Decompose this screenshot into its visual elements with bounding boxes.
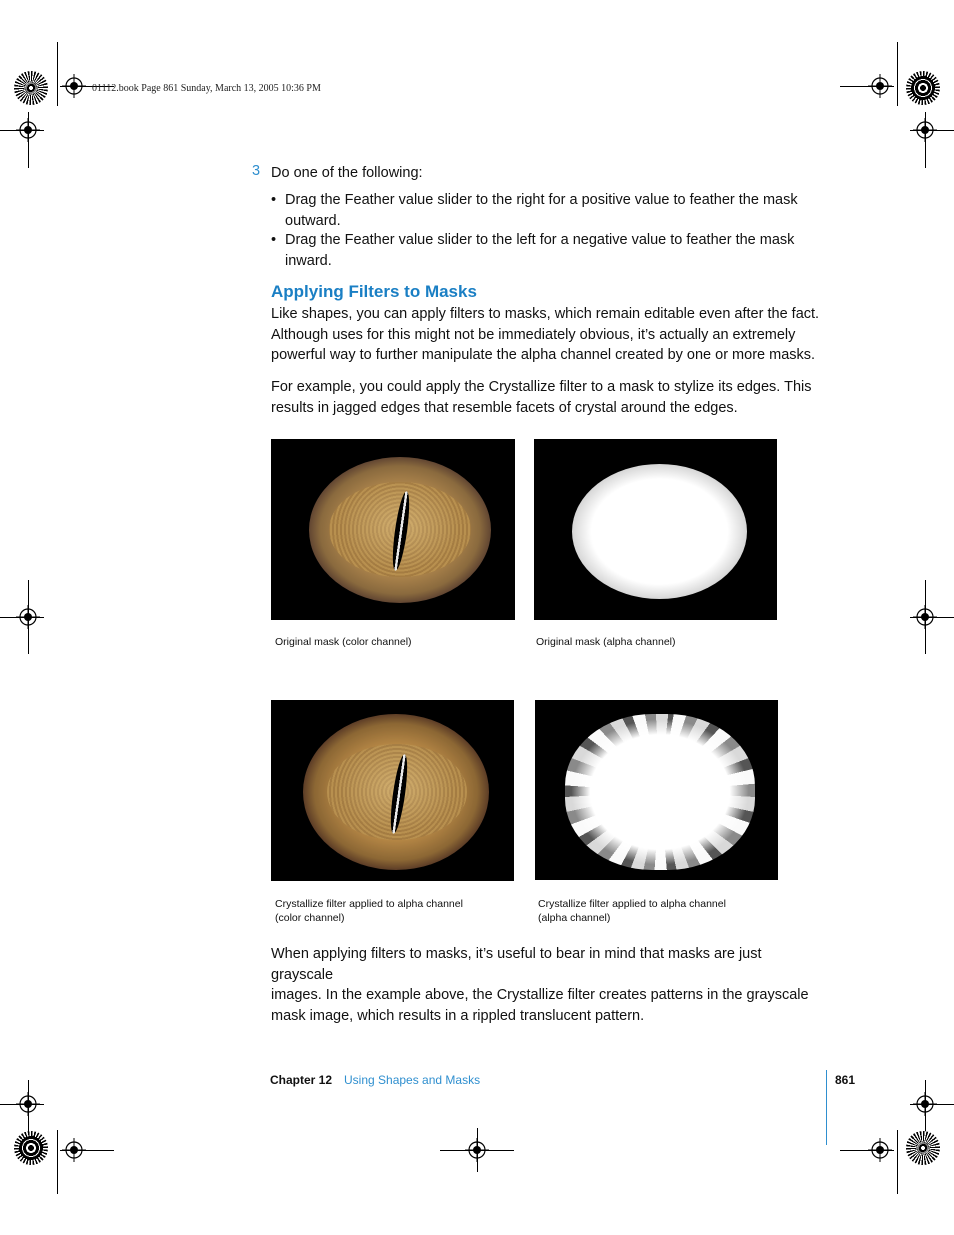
bullet-text-line: Drag the Feather value slider to the left for a negative value to feather the mask — [285, 232, 795, 248]
bullet-symbol: • — [271, 192, 277, 208]
star-target-icon — [14, 71, 48, 105]
registration-target-icon — [913, 118, 937, 142]
crop-mark — [897, 1130, 898, 1194]
bullet-item — [271, 230, 811, 271]
bullet-item — [271, 190, 811, 231]
paragraph — [271, 377, 823, 418]
figure-caption: Original mask (alpha channel) — [536, 636, 676, 648]
paragraph-line: When applying filters to masks, it’s useful to bear in mind that masks are just grayscale — [271, 946, 762, 983]
paragraph-line: powerful way to further manipulate the alpha channel created by one or more masks. — [271, 347, 816, 363]
footer-chapter: Chapter 12 — [270, 1073, 333, 1087]
registration-target-icon — [62, 1138, 86, 1162]
paragraph — [271, 304, 823, 366]
caption-line: Crystallize filter applied to alpha channel — [275, 898, 463, 910]
figure-caption — [538, 897, 726, 925]
registration-target-icon — [868, 74, 892, 98]
figure-crystallize-color — [271, 700, 514, 881]
registration-target-icon — [913, 1092, 937, 1116]
registration-target-icon — [913, 605, 937, 629]
step-text: Do one of the following: — [271, 165, 423, 181]
caption-line: Crystallize filter applied to alpha channel — [538, 898, 726, 910]
bullet-symbol: • — [271, 232, 277, 248]
bullet-text-line: Drag the Feather value slider to the right for a positive value to feather the mask — [285, 192, 798, 208]
paragraph-line: Like shapes, you can apply filters to masks, which remain editable even after the fact. — [271, 306, 820, 322]
step-number: 3 — [252, 163, 261, 179]
bullet-text-line: outward. — [285, 212, 341, 229]
figure-caption — [275, 897, 463, 925]
registration-target-icon — [16, 1092, 40, 1116]
star-target-icon — [906, 1131, 940, 1165]
paragraph-line: results in jagged edges that resemble facets of crystal around the edges. — [271, 399, 738, 416]
figure-crystallize-alpha — [535, 700, 778, 880]
bullet-text-line: inward. — [285, 252, 332, 269]
registration-target-icon — [868, 1138, 892, 1162]
figure-original-mask-alpha — [534, 439, 777, 620]
paragraph — [271, 944, 823, 1026]
crop-mark — [57, 1130, 58, 1194]
page-number: 861 — [835, 1073, 856, 1087]
footer-divider — [826, 1070, 827, 1145]
paragraph-line: Although uses for this might not be immediately obvious, it’s actually an extremely — [271, 326, 796, 343]
star-target-icon — [906, 71, 940, 105]
print-slug: 01112.book Page 861 Sunday, March 13, 2005 10:36 PM — [92, 83, 321, 94]
caption-line: (color channel) — [275, 912, 345, 924]
crystallized-alpha-image — [565, 714, 755, 870]
footer-chapter-title[interactable]: Using Shapes and Masks — [344, 1073, 481, 1087]
registration-target-icon — [465, 1138, 489, 1162]
crop-mark — [897, 42, 898, 106]
registration-target-icon — [16, 118, 40, 142]
registration-target-icon — [62, 74, 86, 98]
star-target-icon — [14, 1131, 48, 1165]
alpha-mask-image — [572, 464, 747, 599]
crop-mark — [57, 42, 58, 106]
paragraph-line: images. In the example above, the Crystallize filter creates patterns in the grayscale — [271, 987, 809, 1003]
section-heading: Applying Filters to Masks — [271, 282, 477, 301]
figure-original-mask-color — [271, 439, 515, 620]
caption-line: (alpha channel) — [538, 912, 611, 924]
figure-caption: Original mask (color channel) — [275, 636, 412, 648]
paragraph-line: For example, you could apply the Crystallize filter to a mask to stylize its edges. This — [271, 379, 812, 395]
registration-target-icon — [16, 605, 40, 629]
paragraph-line: mask image, which results in a rippled translucent pattern. — [271, 1007, 645, 1024]
